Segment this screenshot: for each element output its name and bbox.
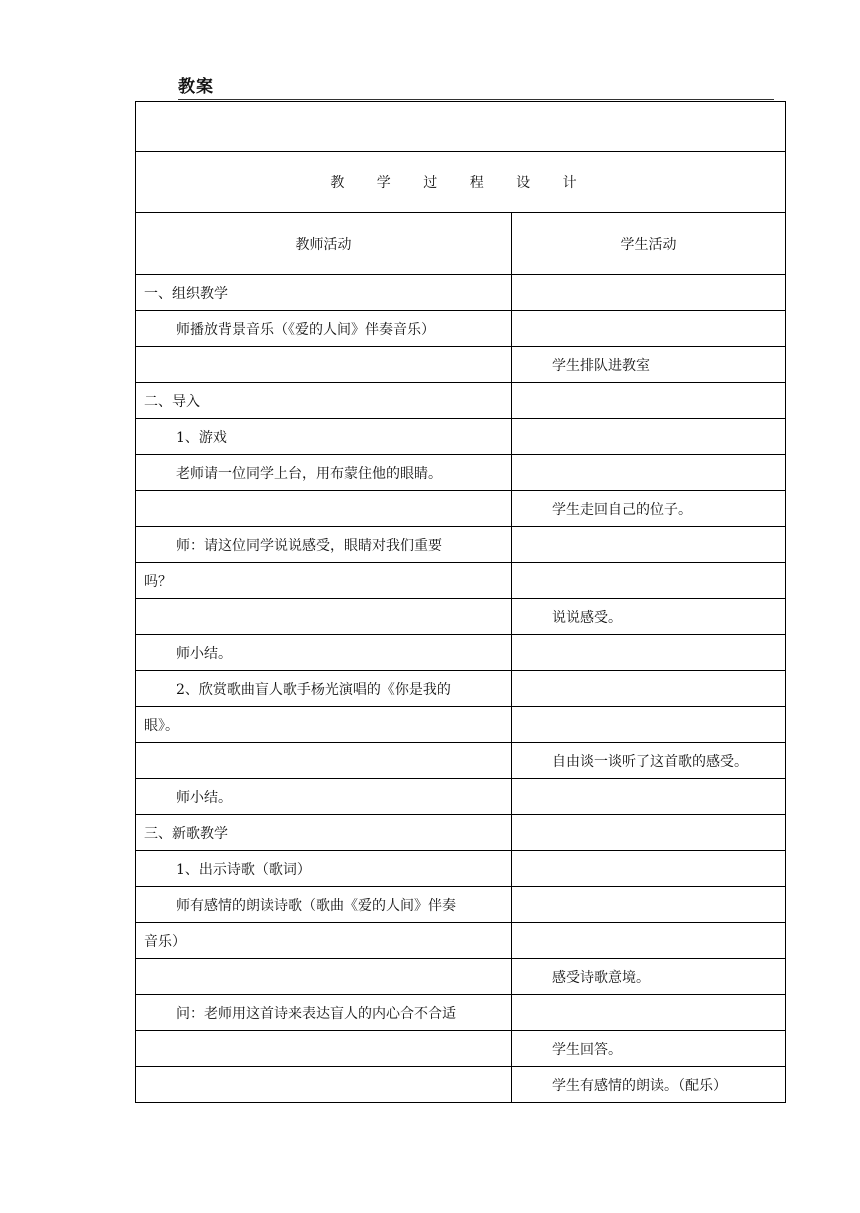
student-activity-cell <box>512 635 786 671</box>
table-row <box>136 959 786 995</box>
student-activity-header: 学生活动 <box>512 213 786 275</box>
column-header-row <box>136 213 786 275</box>
student-activity-cell <box>512 671 786 707</box>
table-row <box>136 635 786 671</box>
table-row <box>136 707 786 743</box>
teacher-activity-text: 1、游戏 <box>176 429 227 446</box>
table-row <box>136 455 786 491</box>
table-row <box>136 491 786 527</box>
student-activity-cell <box>512 959 786 995</box>
table-row <box>136 995 786 1031</box>
student-activity-cell <box>512 779 786 815</box>
student-activity-cell <box>512 743 786 779</box>
teacher-activity-text: 问：老师用这首诗来表达盲人的内心合不合适 <box>176 1005 456 1022</box>
student-activity-cell <box>512 815 786 851</box>
teacher-activity-header: 教师活动 <box>136 213 512 275</box>
student-activity-text: 学生排队进教室 <box>552 357 650 374</box>
student-activity-cell <box>512 383 786 419</box>
table-row <box>136 923 786 959</box>
teacher-activity-text: 师播放背景音乐（《爱的人间》伴奏音乐） <box>176 321 435 338</box>
teacher-activity-text: 吗？ <box>144 573 172 590</box>
student-activity-cell <box>512 995 786 1031</box>
teacher-activity-cell <box>136 707 512 743</box>
student-activity-text: 学生有感情的朗读。（配乐） <box>552 1077 727 1094</box>
teacher-activity-cell <box>136 1067 512 1103</box>
teacher-activity-cell <box>136 923 512 959</box>
table-row <box>136 851 786 887</box>
student-activity-text: 说说感受。 <box>552 609 622 626</box>
table-row <box>136 599 786 635</box>
table-title: 教 学 过 程 设 计 <box>136 152 786 213</box>
teacher-activity-cell <box>136 635 512 671</box>
student-activity-cell <box>512 455 786 491</box>
teacher-activity-text: 二、导入 <box>144 393 200 410</box>
student-activity-cell <box>512 491 786 527</box>
teacher-activity-cell <box>136 1031 512 1067</box>
teacher-activity-cell <box>136 455 512 491</box>
table-row <box>136 887 786 923</box>
teacher-activity-cell <box>136 779 512 815</box>
table-row <box>136 1031 786 1067</box>
table-row <box>136 347 786 383</box>
teacher-activity-cell <box>136 887 512 923</box>
table-row <box>136 311 786 347</box>
teacher-activity-cell <box>136 347 512 383</box>
document-header-title: 教案 <box>178 77 214 97</box>
student-activity-cell <box>512 275 786 311</box>
blank-header-row <box>136 102 786 152</box>
student-activity-cell <box>512 419 786 455</box>
table-row <box>136 671 786 707</box>
student-activity-text: 学生走回自己的位子。 <box>552 501 692 518</box>
table-row <box>136 527 786 563</box>
table-row <box>136 779 786 815</box>
teacher-activity-text: 师小结。 <box>176 645 232 662</box>
student-activity-cell <box>512 347 786 383</box>
teacher-activity-cell <box>136 491 512 527</box>
table-title-row <box>136 152 786 213</box>
student-activity-text: 感受诗歌意境。 <box>552 969 650 986</box>
teacher-activity-text: 三、新歌教学 <box>144 825 228 842</box>
teacher-activity-cell <box>136 527 512 563</box>
teacher-activity-text: 2、欣赏歌曲盲人歌手杨光演唱的《你是我的 <box>176 681 451 698</box>
teacher-activity-cell <box>136 563 512 599</box>
student-activity-cell <box>512 1031 786 1067</box>
blank-cell <box>136 102 786 152</box>
student-activity-cell <box>512 887 786 923</box>
table-row <box>136 563 786 599</box>
student-activity-cell <box>512 563 786 599</box>
teacher-activity-text: 老师请一位同学上台，用布蒙住他的眼睛。 <box>176 465 442 482</box>
student-activity-text: 学生回答。 <box>552 1041 622 1058</box>
teacher-activity-text: 一、组织教学 <box>144 285 228 302</box>
lesson-plan-body <box>136 102 786 1103</box>
student-activity-cell <box>512 527 786 563</box>
student-activity-cell <box>512 599 786 635</box>
teacher-activity-cell <box>136 815 512 851</box>
table-row <box>136 383 786 419</box>
table-row <box>136 419 786 455</box>
lesson-plan-table <box>135 101 786 1103</box>
student-activity-cell <box>512 707 786 743</box>
teacher-activity-text: 音乐） <box>144 933 186 950</box>
teacher-activity-cell <box>136 995 512 1031</box>
teacher-activity-cell <box>136 959 512 995</box>
teacher-activity-text: 眼》。 <box>144 717 179 734</box>
student-activity-cell <box>512 311 786 347</box>
teacher-activity-cell <box>136 383 512 419</box>
table-row <box>136 1067 786 1103</box>
student-activity-cell <box>512 923 786 959</box>
student-activity-text: 自由谈一谈听了这首歌的感受。 <box>552 753 748 770</box>
teacher-activity-cell <box>136 599 512 635</box>
header-divider <box>178 99 774 100</box>
teacher-activity-text: 师有感情的朗读诗歌（歌曲《爱的人间》伴奏 <box>176 897 456 914</box>
student-activity-cell <box>512 1067 786 1103</box>
teacher-activity-text: 师：请这位同学说说感受，眼睛对我们重要 <box>176 537 442 554</box>
teacher-activity-text: 1、出示诗歌（歌词） <box>176 861 311 878</box>
table-row <box>136 743 786 779</box>
teacher-activity-cell <box>136 419 512 455</box>
teacher-activity-cell <box>136 851 512 887</box>
table-row <box>136 815 786 851</box>
table-row <box>136 275 786 311</box>
teacher-activity-text: 师小结。 <box>176 789 232 806</box>
teacher-activity-cell <box>136 311 512 347</box>
teacher-activity-cell <box>136 743 512 779</box>
teacher-activity-cell <box>136 275 512 311</box>
student-activity-cell <box>512 851 786 887</box>
teacher-activity-cell <box>136 671 512 707</box>
